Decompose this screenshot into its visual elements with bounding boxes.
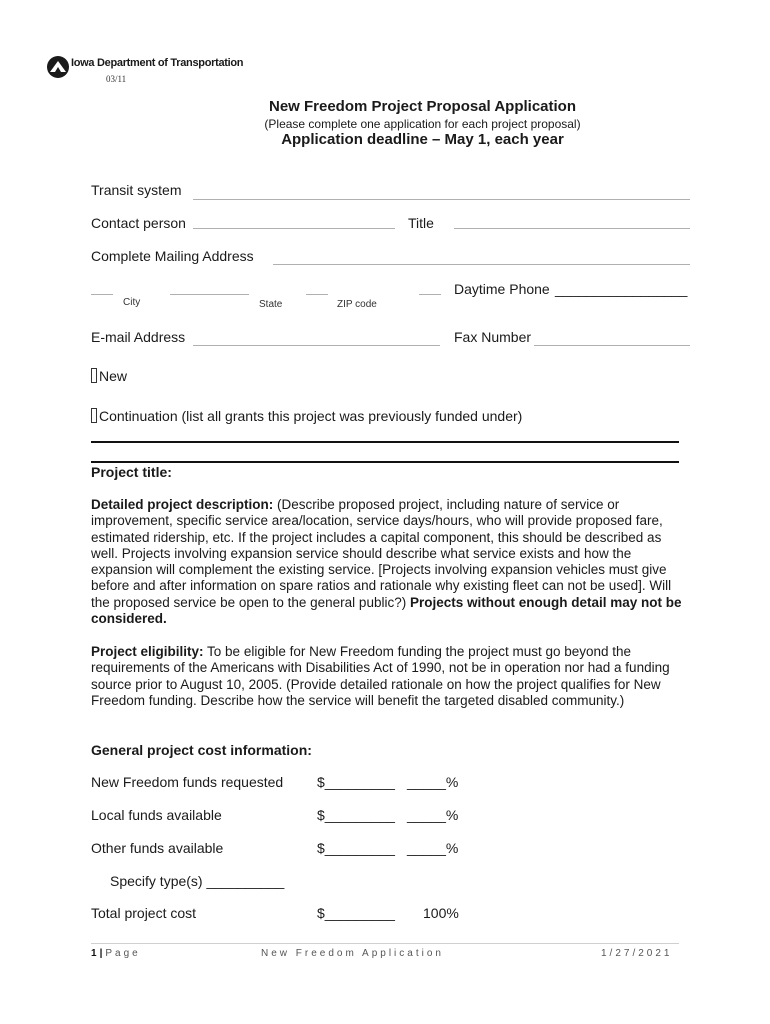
footer-date: 1/27/2021	[601, 948, 673, 959]
form-date: 03/11	[106, 74, 127, 84]
title-label: Title	[408, 215, 434, 231]
zip-label: ZIP code	[337, 299, 377, 310]
specify-types-field[interactable]: Specify type(s) __________	[110, 873, 285, 889]
footer-page	[91, 948, 141, 959]
contact-person-label: Contact person	[91, 215, 186, 231]
other-funds-label: Other funds available	[91, 840, 224, 856]
iowa-dot-logo	[46, 55, 70, 79]
page-separator: |	[99, 948, 106, 959]
nf-funds-percent[interactable]: _____%	[407, 774, 459, 790]
daytime-phone-field[interactable]: _________________	[555, 281, 688, 297]
continuation-option[interactable]	[91, 408, 522, 424]
checkbox-icon[interactable]	[91, 368, 97, 383]
eligibility-body: To be eligible for New Freedom funding the project must go beyond the requirements of the Americans with Disabilities Act of 1990, not be in operation nor had a funding source prior to August 10, 2005. (Provide detailed rationale on how the project qualifies for New Freedom funding. Describe how the service will benefit the targeted disabled community.)	[91, 644, 670, 708]
transit-system-label: Transit system	[91, 182, 182, 198]
description-emphasis: Projects without enough detail may not be considered.	[91, 594, 682, 627]
new-option-label: New	[99, 368, 128, 384]
new-option[interactable]	[91, 368, 127, 384]
transit-system-field[interactable]	[193, 199, 690, 200]
continuation-option-label: Continuation (list all grants this project was previously funded under)	[99, 408, 523, 424]
cost-heading: General project cost information:	[91, 742, 312, 758]
description-body: (Describe proposed project, including nature of service or improvement, specific service area/location, service days/hours, who will provide proposed fare, estimated ridership, etc. If the project includes a capital component, this should be described as well. Projects involving expansion service should describe what service exists and how the expansion will complement the existing service. [Projects involving expansion vehicles must give before and after information on spare ratios and rationale why existing fleet can not be used]. Will the proposed service be open to the general public?)	[91, 497, 672, 610]
nf-funds-amount[interactable]: $_________	[317, 774, 395, 790]
local-funds-label: Local funds available	[91, 807, 222, 823]
project-eligibility	[91, 644, 691, 709]
page-number: 1	[91, 948, 100, 959]
daytime-phone-label: Daytime Phone	[454, 281, 550, 297]
nf-funds-label: New Freedom funds requested	[91, 774, 284, 790]
city-label: City	[123, 297, 141, 308]
form-subtitle: (Please complete one application for each project proposal)	[264, 117, 581, 131]
email-label: E-mail Address	[91, 329, 186, 345]
continuation-line-1[interactable]	[91, 441, 679, 443]
fax-field[interactable]	[534, 345, 690, 346]
fax-label: Fax Number	[454, 329, 532, 345]
mailing-address-label: Complete Mailing Address	[91, 248, 254, 264]
continuation-line-2[interactable]	[91, 461, 679, 463]
eligibility-heading: Project eligibility:	[91, 644, 204, 659]
application-deadline: Application deadline – May 1, each year	[281, 131, 564, 148]
email-field[interactable]	[193, 345, 440, 346]
iowa-dot-logo-icon	[46, 55, 70, 79]
org-name: Iowa Department of Transportation	[71, 57, 244, 69]
street-field[interactable]	[91, 294, 113, 295]
form-title: New Freedom Project Proposal Application	[268, 98, 576, 115]
total-cost-percent: 100%	[423, 905, 459, 921]
state-label: State	[259, 299, 283, 310]
zip-field[interactable]	[419, 294, 441, 295]
total-cost-amount[interactable]: $_________	[317, 905, 395, 921]
state-field[interactable]	[306, 294, 328, 295]
mailing-address-field[interactable]	[273, 264, 690, 265]
footer-doc-name: New Freedom Application	[261, 948, 444, 959]
footer-rule	[91, 943, 679, 944]
other-funds-amount[interactable]: $_________	[317, 840, 395, 856]
checkbox-icon[interactable]	[91, 408, 97, 423]
contact-person-field[interactable]	[193, 228, 395, 229]
city-field[interactable]	[170, 294, 249, 295]
title-field[interactable]	[454, 228, 690, 229]
other-funds-percent[interactable]: _____%	[407, 840, 459, 856]
project-description	[91, 497, 691, 627]
page-word: Page	[105, 948, 141, 959]
local-funds-amount[interactable]: $_________	[317, 807, 395, 823]
description-heading: Detailed project description:	[91, 497, 274, 512]
project-title-heading: Project title:	[91, 464, 172, 480]
local-funds-percent[interactable]: _____%	[407, 807, 459, 823]
total-cost-label: Total project cost	[91, 905, 197, 921]
